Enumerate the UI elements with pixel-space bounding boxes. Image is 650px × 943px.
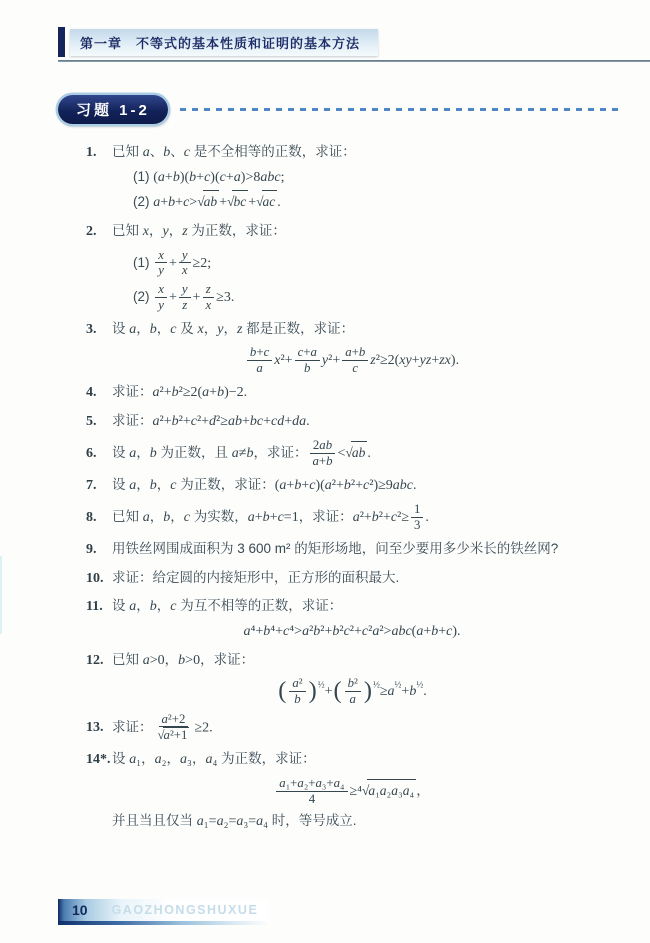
text-run: 为正数，求证： bbox=[176, 476, 275, 492]
problem-line bbox=[86, 410, 622, 434]
math-run: b bbox=[149, 477, 157, 493]
fraction-numerator: x bbox=[155, 248, 167, 264]
problem-number: 7. bbox=[86, 477, 97, 493]
problem-number: 4. bbox=[86, 384, 97, 400]
text-run: 、 bbox=[149, 144, 164, 159]
text-run: ，求证： bbox=[200, 651, 255, 667]
fraction-numerator: a+b bbox=[342, 345, 368, 361]
text-run: (2) bbox=[133, 289, 154, 304]
text-run: 已知 bbox=[112, 509, 143, 525]
sqrt-radicand: a²+1 bbox=[163, 728, 188, 743]
problem-item bbox=[86, 538, 622, 562]
sqrt-sign: √ bbox=[157, 728, 165, 743]
problem-line bbox=[86, 595, 622, 619]
fraction-denominator: b bbox=[304, 361, 311, 376]
math-run: + bbox=[168, 290, 177, 305]
text-run: 设 bbox=[112, 476, 130, 492]
text-run: 时，等号成立. bbox=[268, 813, 357, 829]
math-run: a bbox=[142, 510, 150, 526]
problem-number: 13. bbox=[86, 720, 104, 736]
sqrt-sign: √ bbox=[227, 194, 235, 210]
problem-item bbox=[86, 410, 622, 434]
problem-line bbox=[112, 676, 622, 707]
sqrt-radicand: bc bbox=[232, 190, 248, 213]
text-run: ，求证： bbox=[298, 509, 353, 525]
big-paren: ) bbox=[308, 676, 317, 704]
text-run: 都是正数，求证： bbox=[242, 320, 355, 336]
fraction-denominator: y bbox=[158, 297, 164, 312]
math-run: ≥2. bbox=[194, 720, 213, 736]
text-run: ， bbox=[149, 509, 164, 525]
math-run: z²≥2(xy+yz+zx). bbox=[370, 353, 460, 369]
math-run: b bbox=[163, 510, 171, 526]
problem-line bbox=[86, 649, 622, 673]
fraction-numerator: z bbox=[203, 282, 214, 298]
math-run: a²+b²≥2(a+b)−2. bbox=[152, 384, 248, 400]
page-number: 10 bbox=[72, 902, 88, 918]
math-run: a₄ bbox=[205, 752, 218, 768]
problem-number: 5. bbox=[86, 413, 97, 429]
problem-number: 11. bbox=[86, 599, 103, 615]
text-run: 设 bbox=[112, 598, 130, 614]
text-run: 设 bbox=[112, 445, 130, 461]
superscript: ½ bbox=[317, 679, 325, 690]
math-run: b bbox=[149, 599, 157, 615]
problem-line bbox=[86, 748, 622, 772]
fraction bbox=[309, 438, 335, 469]
math-run: a bbox=[129, 477, 137, 493]
sqrt-sign: √ bbox=[197, 194, 205, 210]
text-run: ， bbox=[168, 223, 183, 239]
math-run: a₁ bbox=[129, 752, 142, 768]
math-run: y bbox=[217, 321, 224, 337]
problem-item bbox=[86, 567, 622, 591]
fraction-numerator: a² bbox=[289, 676, 305, 692]
fraction bbox=[155, 248, 167, 279]
fraction bbox=[247, 345, 272, 376]
math-run: c bbox=[170, 321, 177, 337]
text-run: ， bbox=[148, 223, 163, 239]
problem-item bbox=[86, 748, 622, 834]
text-run: (2) bbox=[133, 194, 154, 210]
math-run: y²+ bbox=[321, 353, 341, 369]
math-run: + bbox=[168, 255, 177, 271]
footer-brand: GAOZHONGSHUXUE bbox=[111, 903, 259, 917]
problem-line bbox=[86, 502, 622, 533]
sqrt-sign: √ bbox=[256, 194, 264, 210]
math-run: a²+b²+c²+d²≥ab+bc+cd+da. bbox=[152, 413, 310, 429]
math-run: y bbox=[162, 224, 169, 240]
sqrt-radicand: ac bbox=[262, 190, 278, 213]
sqrt-expression bbox=[357, 779, 416, 802]
problem-line bbox=[112, 248, 622, 279]
big-paren: ( bbox=[333, 676, 342, 704]
text-run: 并且当且仅当 bbox=[112, 813, 197, 829]
problem-line bbox=[86, 438, 622, 469]
math-run: a₂ bbox=[154, 752, 167, 768]
math-run: x bbox=[197, 321, 204, 337]
text-run: 已知 bbox=[112, 144, 143, 159]
math-run: z bbox=[236, 321, 243, 337]
big-paren: ( bbox=[278, 676, 287, 704]
math-run: b bbox=[149, 321, 157, 337]
fraction bbox=[179, 248, 191, 279]
problem-line bbox=[112, 166, 622, 190]
math-run: c bbox=[170, 477, 177, 493]
math-run: a bbox=[129, 446, 137, 462]
sqrt-radicand: ab bbox=[351, 441, 368, 464]
sqrt-sign: √ bbox=[345, 445, 353, 461]
text-run: ， bbox=[156, 476, 171, 492]
fraction-numerator: a₁+a₂+a₃+a₄ bbox=[276, 776, 347, 792]
problem-item bbox=[86, 474, 622, 498]
problem-item bbox=[86, 381, 622, 405]
superscript: ½ bbox=[416, 679, 424, 690]
fraction bbox=[202, 282, 214, 313]
fraction bbox=[155, 712, 193, 744]
problem-line bbox=[86, 711, 622, 744]
problem-item bbox=[86, 220, 622, 313]
section-label: 习题 1-2 bbox=[76, 102, 150, 119]
math-run: z bbox=[182, 224, 188, 240]
problem-item bbox=[86, 712, 622, 744]
text-run: 、 bbox=[170, 144, 184, 159]
fraction-denominator: x bbox=[205, 297, 212, 312]
math-run: a bbox=[129, 599, 137, 615]
math-run: +b bbox=[401, 684, 417, 700]
text-run: 为正数，求证： bbox=[187, 223, 286, 239]
text-run: 为正数，且 bbox=[156, 445, 232, 461]
fraction bbox=[345, 676, 361, 707]
problem-number: 3. bbox=[86, 321, 97, 337]
sqrt-radicand: ab bbox=[203, 190, 220, 213]
math-run: a bbox=[129, 321, 137, 337]
fraction-denominator: z bbox=[182, 297, 188, 312]
page-footer bbox=[58, 899, 268, 925]
math-run: b bbox=[163, 145, 171, 160]
scan-artifact bbox=[0, 556, 2, 634]
fraction-denominator: a+b bbox=[312, 453, 333, 468]
text-run: ， bbox=[141, 751, 155, 767]
footer-bar bbox=[58, 899, 268, 921]
fraction-denominator: a bbox=[256, 361, 263, 376]
text-run: 求证： bbox=[112, 383, 153, 399]
math-run: . bbox=[423, 684, 427, 700]
chapter-title: 第一章 不等式的基本性质和证明的基本方法 bbox=[80, 35, 361, 51]
text-run: ， bbox=[136, 598, 150, 614]
math-run: (a+b)(b+c)(c+a)>8abc; bbox=[153, 169, 285, 185]
math-run: a₁=a₂=a₃=a₄ bbox=[196, 814, 269, 830]
math-run: x bbox=[142, 224, 149, 240]
fraction-numerator: c+a bbox=[295, 345, 320, 361]
text-run: ， bbox=[136, 445, 150, 461]
text-run: ， bbox=[164, 651, 179, 667]
sqrt-expression bbox=[227, 190, 248, 213]
problem-line bbox=[112, 810, 622, 834]
math-run: + bbox=[324, 684, 333, 700]
problem-number: 8. bbox=[86, 510, 97, 526]
problem-number: 9. bbox=[86, 541, 97, 557]
problem-number: 14*. bbox=[86, 752, 111, 768]
section-row bbox=[58, 95, 622, 124]
math-run: + bbox=[219, 195, 228, 211]
math-run: c bbox=[183, 145, 190, 160]
problem-line bbox=[86, 538, 622, 562]
problem-line bbox=[112, 190, 622, 215]
fraction-numerator: b² bbox=[345, 676, 361, 692]
chapter-title-box bbox=[70, 29, 378, 56]
math-run: + bbox=[248, 195, 257, 211]
sqrt-expression bbox=[158, 727, 190, 743]
fraction bbox=[179, 282, 191, 313]
text-run: 求证： bbox=[112, 719, 153, 735]
text-run: ， bbox=[223, 320, 237, 336]
text-run: 设 bbox=[112, 320, 130, 336]
text-run: ， bbox=[156, 598, 171, 614]
text-run: ， bbox=[416, 782, 430, 798]
fraction-numerator: 2ab bbox=[310, 438, 335, 454]
text-run: ， bbox=[191, 751, 206, 767]
text-run: 用铁丝网围成面积为 3 600 m² 的矩形场地，问至少要用多少米长的铁丝网? bbox=[112, 540, 559, 556]
math-run: ≥3. bbox=[216, 290, 235, 305]
text-run: 求证： bbox=[112, 412, 153, 428]
problem-line bbox=[86, 318, 622, 342]
sqrt-expression bbox=[345, 441, 367, 464]
fraction-denominator: 4 bbox=[308, 791, 316, 806]
text-run: (1) bbox=[133, 168, 154, 184]
problem-line bbox=[86, 474, 622, 498]
problem-line bbox=[112, 282, 622, 313]
text-run: ，求证： bbox=[253, 445, 308, 461]
fraction-numerator: x bbox=[155, 282, 167, 298]
fraction-numerator: y bbox=[179, 282, 191, 298]
chapter-header bbox=[58, 27, 650, 57]
sqrt-sign: ⁴√ bbox=[357, 782, 370, 798]
problem-number: 1. bbox=[86, 145, 97, 160]
fraction-denominator: x bbox=[181, 263, 188, 278]
text-run: 为互不相等的正数，求证： bbox=[176, 598, 343, 614]
text-run: 为正数，求证： bbox=[217, 751, 316, 767]
header-rule bbox=[58, 60, 650, 62]
text-run: ， bbox=[166, 751, 181, 767]
math-run: a⁴+b⁴+c⁴>a²b²+b²c²+c²a²>abc(a+b+c). bbox=[243, 623, 461, 639]
problem-number: 2. bbox=[86, 224, 97, 240]
big-paren: ) bbox=[363, 676, 372, 704]
math-run: c bbox=[170, 599, 177, 615]
math-run: a+b+c> bbox=[153, 195, 198, 211]
fraction bbox=[411, 502, 423, 533]
chapter-accent-bar bbox=[58, 27, 65, 57]
math-run: . bbox=[277, 195, 281, 211]
text-run: ， bbox=[156, 320, 171, 336]
text-run: ， bbox=[170, 509, 184, 525]
problem-line bbox=[86, 381, 622, 405]
fraction bbox=[276, 776, 347, 807]
superscript: ½ bbox=[394, 679, 402, 690]
fraction bbox=[342, 345, 368, 376]
text-run: 及 bbox=[176, 320, 198, 336]
problem-item bbox=[86, 502, 622, 533]
math-run: a≠b bbox=[231, 446, 254, 462]
math-run: ≥2; bbox=[192, 255, 212, 271]
text-run: (1) bbox=[133, 254, 154, 270]
math-run: ≥a bbox=[379, 684, 395, 700]
text-run: 已知 bbox=[112, 651, 143, 667]
math-run: < bbox=[337, 446, 346, 462]
text-run: 求证：给定圆的内接矩形中，正方形的面积最大. bbox=[112, 569, 400, 585]
fraction-denominator: c bbox=[352, 361, 359, 376]
problem-list bbox=[86, 141, 622, 834]
math-run: a>0 bbox=[142, 652, 165, 668]
problem-line bbox=[112, 620, 622, 644]
problem-item bbox=[86, 141, 622, 215]
sqrt-radicand: a₁a₂a₃a₄ bbox=[367, 779, 416, 802]
problem-item bbox=[86, 649, 622, 707]
sqrt-expression bbox=[256, 190, 277, 213]
text-run: 为实数， bbox=[189, 509, 248, 525]
sqrt-expression bbox=[197, 190, 219, 213]
superscript: ½ bbox=[372, 679, 380, 690]
fraction-denominator: b bbox=[294, 691, 301, 706]
problem-number: 12. bbox=[86, 652, 104, 668]
fraction bbox=[155, 282, 167, 313]
fraction-denominator bbox=[155, 727, 193, 743]
math-run: + bbox=[192, 290, 201, 305]
problem-line bbox=[86, 567, 622, 591]
math-run: a₃ bbox=[180, 752, 192, 768]
text-run: ， bbox=[136, 320, 150, 336]
math-run: a+b+c=1 bbox=[247, 510, 299, 526]
problem-item bbox=[86, 595, 622, 643]
text-run: 已知 bbox=[112, 223, 143, 239]
math-run: c bbox=[183, 510, 190, 526]
math-run: a²+b²+c²≥ bbox=[352, 510, 410, 526]
fraction bbox=[295, 345, 320, 376]
dashed-divider bbox=[180, 108, 622, 111]
problem-item bbox=[86, 318, 622, 376]
math-run: b bbox=[149, 446, 157, 462]
problem-line bbox=[86, 220, 622, 244]
problem-number: 10. bbox=[86, 570, 104, 586]
problem-item bbox=[86, 438, 622, 469]
math-run: x²+ bbox=[274, 353, 293, 369]
math-run: ≥ bbox=[349, 783, 358, 799]
text-run: ， bbox=[136, 476, 150, 492]
text-run: 设 bbox=[112, 751, 130, 767]
math-run: b>0 bbox=[178, 652, 201, 668]
problem-number: 6. bbox=[86, 446, 97, 462]
fraction-numerator: y bbox=[179, 248, 191, 264]
text-run: 是不全相等的正数，求证： bbox=[189, 144, 356, 159]
footer-line bbox=[58, 921, 268, 925]
math-run: a bbox=[142, 145, 150, 160]
problem-line bbox=[112, 776, 622, 807]
math-run: . bbox=[425, 510, 429, 526]
fraction-denominator: y bbox=[158, 263, 164, 278]
fraction bbox=[289, 676, 305, 707]
section-label-pill bbox=[58, 95, 168, 124]
math-run: (a+b+c)(a²+b²+c²)≥9abc. bbox=[274, 477, 417, 493]
fraction-numerator: b+c bbox=[247, 345, 272, 361]
problem-line bbox=[112, 345, 622, 376]
fraction-numerator: 1 bbox=[411, 502, 423, 518]
math-run: . bbox=[367, 446, 371, 462]
problem-line bbox=[86, 141, 622, 165]
fraction-denominator: 3 bbox=[414, 518, 421, 533]
text-run: ， bbox=[203, 320, 218, 336]
fraction-denominator: a bbox=[349, 691, 356, 706]
fraction-numerator: a²+2 bbox=[159, 712, 189, 728]
